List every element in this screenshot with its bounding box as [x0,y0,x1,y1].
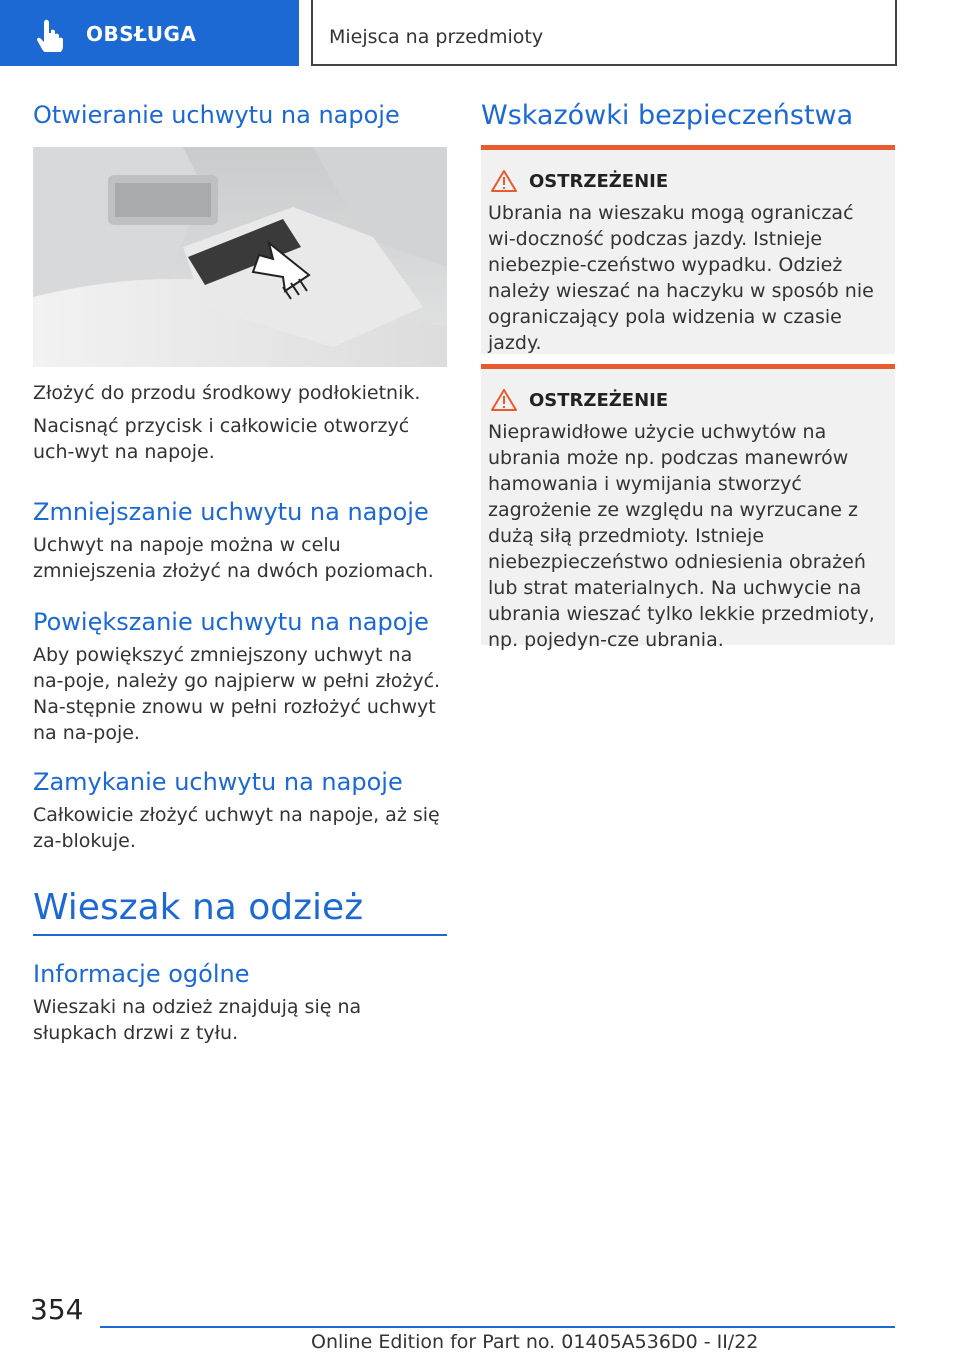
hand-pointer-icon [36,18,68,52]
section-tab [0,0,299,66]
footer-divider [100,1326,895,1328]
warning-text-2: Nieprawidłowe użycie uchwytów na ubrania może np. podczas manewrów hamowania i wymijania stworzyć zagrożenie ze względu na wyrzucane z dużą siłą przedmioty. Istnieje niebezpieczeństwo odniesienia obrażeń lub strat materialnych. Na uchwycie na ubrania wieszać tylko lekkie przedmioty, np. pojedyn-cze ubrania. [488,421,875,651]
heading-open-cupholder: Otwieranie uchwytu na napoje [33,101,400,129]
step-open-cupholder: Nacisnąć przycisk i całkowicie otworzyć uch-wyt na napoje. [33,415,410,463]
warning-text-1: Ubrania na wieszaku mogą ograniczać wi-doczność podczas jazdy. Istnieje niebezpie-czeństwo wypadku. Odzież należy wieszać na haczyku w sposób nie ograniczający pola widzenia w czasie jazdy. [488,202,874,354]
chapter-title: Miejsca na przedmioty [329,26,544,48]
warning-box-1 [481,145,895,354]
heading-reduce: Zmniejszanie uchwytu na napoje [33,498,429,526]
section-label: OBSŁUGA [86,22,197,46]
text-close: Całkowicie złożyć uchwyt na napoje, aż się za-blokuje. [33,804,440,852]
chapter-title-box [311,0,897,66]
edition-note: Online Edition for Part no. 01405A536D0 - II/22 [311,1331,759,1353]
text-reduce: Uchwyt na napoje można w celu zmniejszenia złożyć na dwóch poziomach. [33,534,434,582]
text-general-info: Wieszaki na odzież znajdują się na słupkach drzwi z tyłu. [33,996,362,1044]
armrest-photo [33,147,447,367]
text-enlarge: Aby powiększyć zmniejszony uchwyt na na-poje, należy go najpierw w pełni złożyć. Na-stępnie znowu w pełni rozłożyć uchwyt na na-poje. [33,644,441,744]
heading-safety: Wskazówki bezpieczeństwa [481,100,854,131]
page-number: 354 [30,1293,84,1326]
step-fold-armrest: Złożyć do przodu środkowy podłokietnik. [33,382,421,404]
heading-enlarge: Powiększanie uchwytu na napoje [33,608,429,636]
warning-title-1 [488,168,887,194]
section-divider [33,934,447,936]
warning-triangle-icon [491,389,517,411]
warning-title-text-1: OSTRZEŻENIE [529,170,669,192]
heading-close: Zamykanie uchwytu na napoje [33,768,403,796]
heading-general-info: Informacje ogólne [33,960,250,988]
warning-triangle-icon [491,170,517,192]
warning-title-2 [488,387,887,413]
warning-box-2 [481,364,895,651]
heading-clothes-hanger: Wieszak na odzież [33,887,364,928]
warning-title-text-2: OSTRZEŻENIE [529,389,669,411]
